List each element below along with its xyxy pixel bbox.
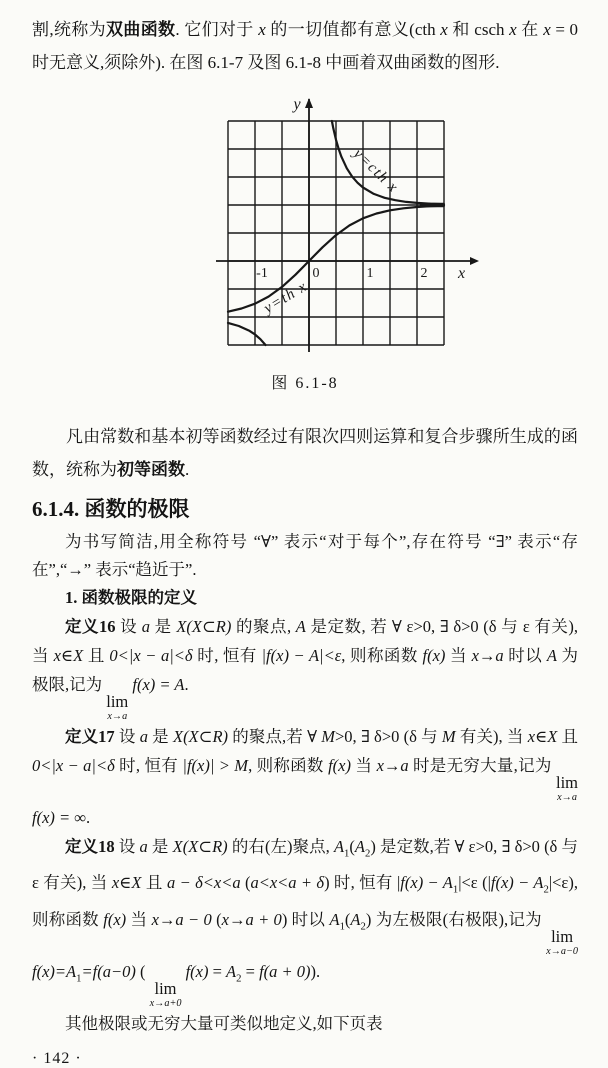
svg-text:-1: -1 <box>256 266 268 281</box>
page-number: · 142 · <box>32 1049 82 1067</box>
paragraph-hyperbolic-intro: 割,统称为双曲函数. 它们对于 x 的一切值都有意义(cth x 和 csch x 在 x = 0 时无意义,须除外). 在图 6.1-7 及图 6.1-8 中画着双曲函数的图形. <box>32 20 579 72</box>
svg-text:2: 2 <box>420 266 428 281</box>
limit-notation: lim x→a+0 <box>149 979 182 1009</box>
hyperbolic-graph <box>32 95 608 365</box>
limit-notation: lim x→a <box>556 773 579 803</box>
svg-text:0: 0 <box>312 266 320 281</box>
limit-notation: lim x→a−0 <box>546 927 579 957</box>
y-axis-label: y <box>293 96 301 113</box>
paragraph-notation: 为书写简洁,用全称符号 “∀” 表示“对于每个”,存在符号 “∃” 表示“存在”,“→” 表示“趋近于”. <box>32 532 578 579</box>
definition-17: 定义17 设 a 是 X(X⊂R) 的聚点,若 ∀ M>0, ∃ δ>0 (δ 与 M 有关), 当 x∈X 且 0<|x − a|<δ 时, 恒有 |f(x)| > M, 则称函数 f(x) 当 x→a 时是无穷大量,记为 lim x→a f(x) = ∞. <box>32 727 579 828</box>
figure-caption: 图 6.1-8 <box>271 375 339 392</box>
y-axis-arrow <box>305 98 313 108</box>
svg-text:1: 1 <box>366 266 374 281</box>
definition-16: 定义16 设 a 是 X(X⊂R) 的聚点, A 是定数, 若 ∀ ε>0, ∃ δ>0 (δ 与 ε 有关),当 x∈X 且 0<|x − a|<δ 时, 恒有 |f(x) − A|<ε, 则称函数 f(x) 当 x→a 时以 A 为极限,记为 lim x→a f(x) = A. <box>32 617 579 722</box>
paragraph-elementary-functions: 凡由常数和基本初等函数经过有限次四则运算和复合步骤所生成的函数，统称为初等函数. <box>32 427 578 479</box>
figure-6-1-8 <box>32 95 578 365</box>
subsection-heading: 1. 函数极限的定义 <box>65 588 197 607</box>
x-axis-arrow <box>470 257 479 265</box>
section-heading: 6.1.4. 函数的极限 <box>32 497 190 521</box>
paragraph-closing: 其他极限或无穷大量可类似地定义,如下页表 <box>65 1013 383 1033</box>
curve-cth-negative <box>228 323 266 345</box>
x-axis-label: x <box>458 265 466 282</box>
curve-label-th: y=th x <box>261 278 311 317</box>
curve-label-cth: y=cth x <box>350 145 402 197</box>
grid <box>228 121 444 345</box>
limit-notation: lim x→a <box>106 692 129 722</box>
definition-18: 定义18 设 a 是 X(X⊂R) 的右(左)聚点, $A_1(A_2)$ 是定数,若 ∀ ε>0, ∃ δ>0 (δ 与 ε 有关), 当 x∈X 且 a − δ<x<a (a<x<a + δ) 时, 恒有 $|f(x) - A_1|<\varepsilon$ $(|f(x) - A_2|<\varepsilon)$,则称函数 f(x) 当 x→a − 0 (x→a + 0) 时以 $A_1(A_2)$ 为左极限(右极限),记为 lim x→a−0 $f(x)=A_1=f(a-0)$ ( lim x→a+0 $f(x) = A_2 = f(a + 0)$). <box>32 837 579 1009</box>
